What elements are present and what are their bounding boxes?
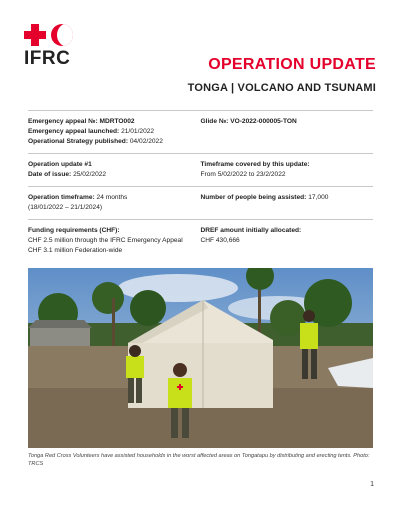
info-line <box>28 236 201 246</box>
info-line <box>28 117 201 127</box>
info-value: (18/01/2022 – 21/1/2024) <box>28 204 103 211</box>
info-line <box>201 236 374 246</box>
info-line <box>28 127 201 137</box>
info-value: CHF 2.5 million through the IFRC Emergency Appeal <box>28 237 183 244</box>
info-label: Operational Strategy published: <box>28 138 129 145</box>
info-value: 04/02/2022 <box>129 138 163 145</box>
info-line <box>28 246 201 256</box>
info-value: CHF 430,666 <box>200 237 240 244</box>
info-column-left <box>28 160 201 180</box>
info-line <box>28 203 201 213</box>
red-cross-icon <box>24 24 46 46</box>
info-value: 25/02/2022 <box>73 171 107 178</box>
info-line <box>201 193 374 203</box>
info-line <box>28 226 201 236</box>
info-line <box>201 160 374 170</box>
ifrc-logo <box>24 24 76 68</box>
info-label: Operation timeframe: <box>28 194 95 201</box>
volunteers-erecting-tent-image <box>28 268 373 448</box>
info-label: Emergency appeal №: MDRTO002 <box>28 118 135 125</box>
info-column-left <box>28 226 201 256</box>
info-row <box>28 186 373 219</box>
info-label: Timeframe covered by this update: <box>200 161 310 168</box>
info-value: CHF 3.1 million Federation-wide <box>28 247 123 254</box>
info-column-left <box>28 117 201 147</box>
info-line <box>201 226 374 236</box>
info-line <box>201 170 374 180</box>
info-value: From 5/02/2022 to 23/2/2022 <box>200 171 286 178</box>
info-label: DREF amount initially allocated: <box>200 227 302 234</box>
document-title: OPERATION UPDATE <box>208 56 376 73</box>
info-line <box>28 160 201 170</box>
info-value: 17,000 <box>308 194 329 201</box>
info-row <box>28 110 373 153</box>
info-column-left <box>28 193 201 213</box>
info-column-right <box>201 193 374 213</box>
page-number: 1 <box>370 481 374 488</box>
info-label: Number of people being assisted: <box>200 194 307 201</box>
info-label: Glide №: VO-2022-000005-TON <box>200 118 297 125</box>
cover-photo <box>28 268 373 448</box>
info-value: 21/01/2022 <box>121 128 155 135</box>
document-subtitle: TONGA | VOLCANO AND TSUNAMI <box>187 82 376 94</box>
info-label: Funding requirements (CHF): <box>28 227 120 234</box>
info-column-right <box>201 160 374 180</box>
info-column-right <box>201 117 374 147</box>
info-label: Emergency appeal launched: <box>28 128 120 135</box>
info-line <box>28 137 201 147</box>
info-column-right <box>201 226 374 256</box>
red-crescent-icon <box>51 24 73 46</box>
info-value: 24 months <box>96 194 128 201</box>
info-row <box>28 219 373 262</box>
photo-caption: Tonga Red Cross Volunteers have assisted households in the worst affected areas on Tongatapu by distributing and erecting tents. Photo: TRCS <box>28 453 370 467</box>
info-line <box>28 170 201 180</box>
info-label: Date of issue: <box>28 171 72 178</box>
logo-wordmark: IFRC <box>24 48 71 69</box>
info-line <box>28 193 201 203</box>
info-grid <box>28 110 373 262</box>
info-label: Operation update #1 <box>28 161 92 168</box>
info-line <box>201 117 374 127</box>
info-row <box>28 153 373 186</box>
